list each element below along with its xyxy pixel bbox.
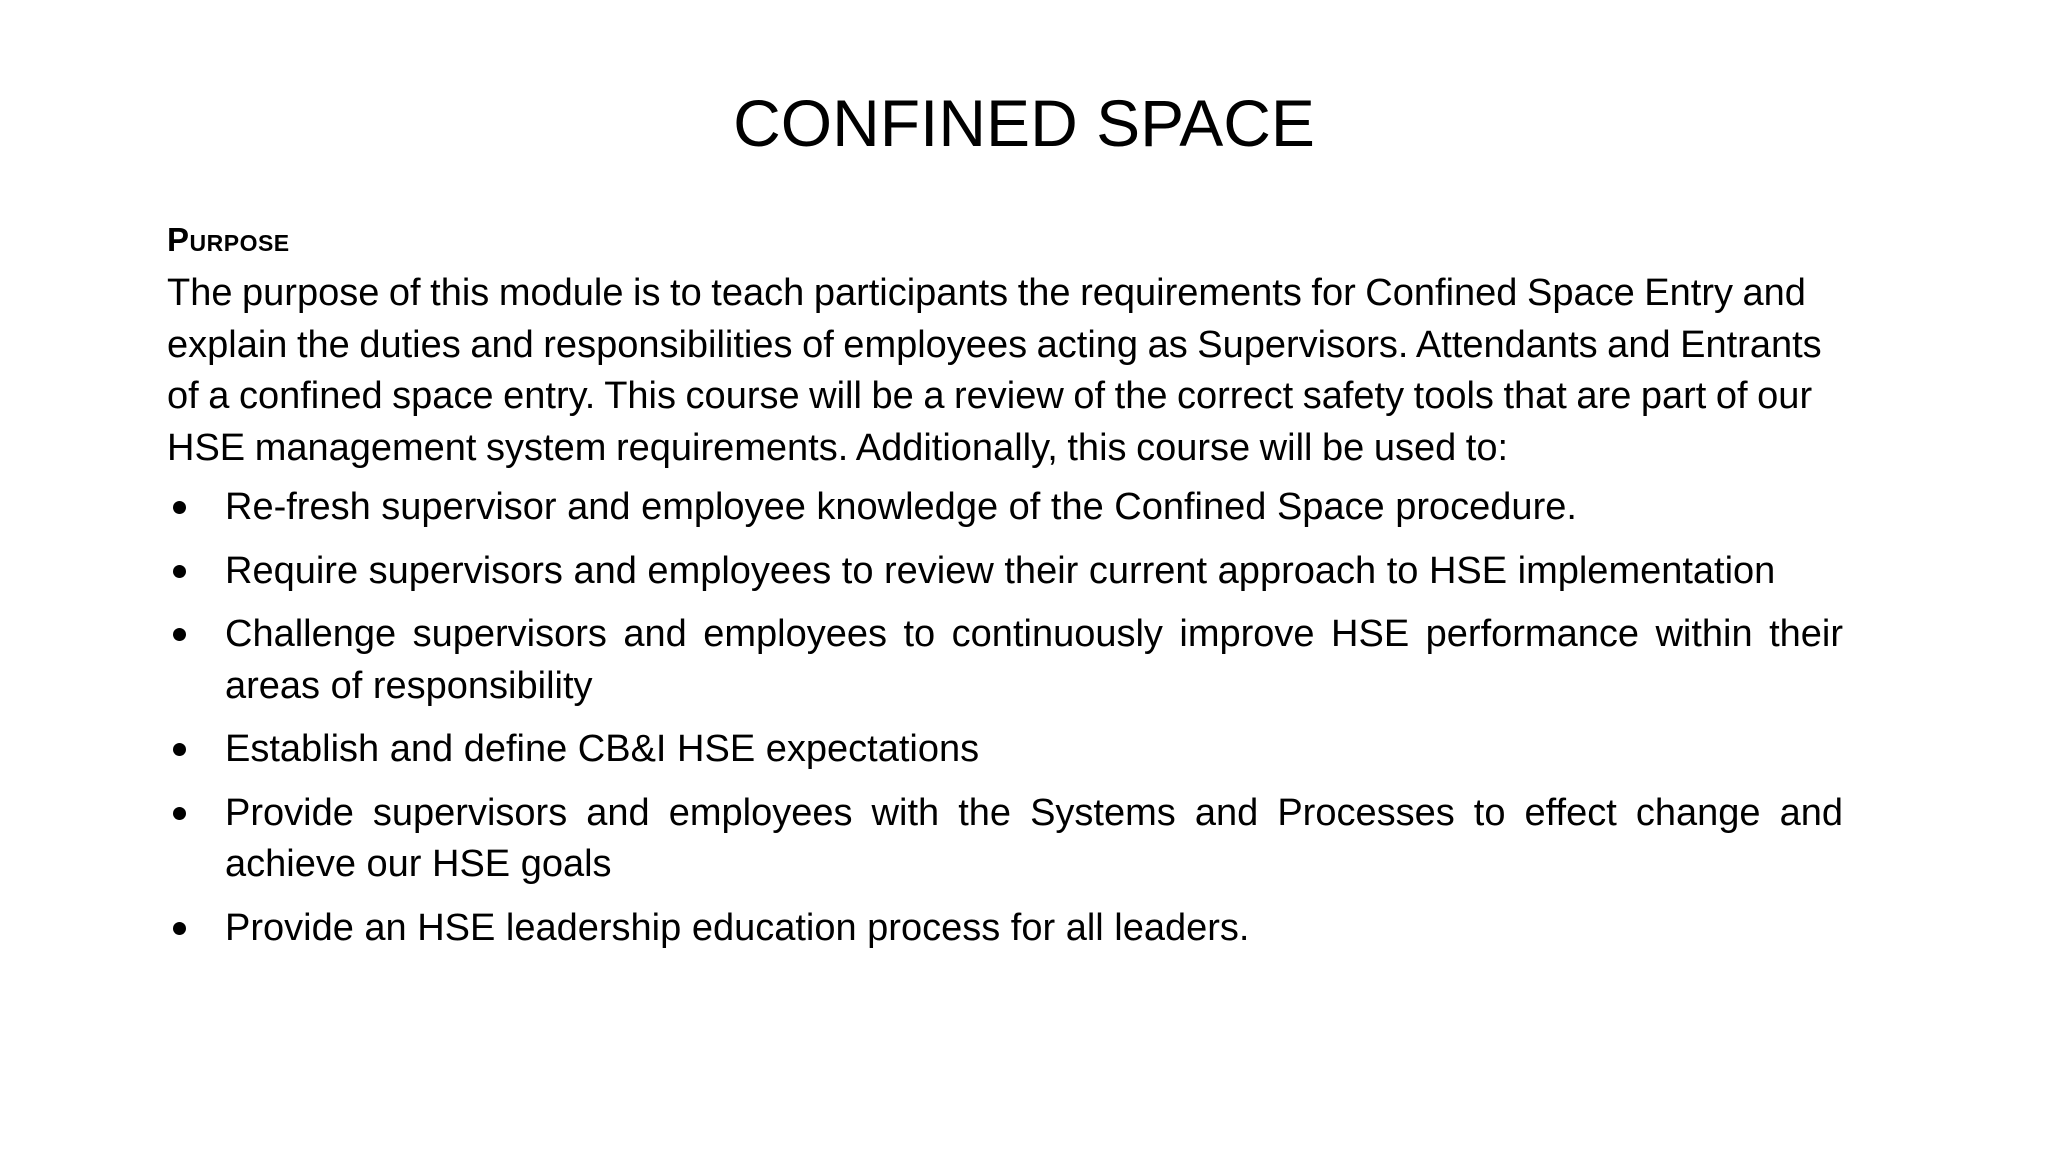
bullet-icon <box>167 546 191 598</box>
bullet-text: Provide supervisors and employees with the Systems and Processes to effect change and achieve our HSE goals <box>225 791 1843 885</box>
bullet-item <box>167 609 1843 712</box>
bullet-item <box>167 482 1843 534</box>
bullet-item <box>167 788 1843 891</box>
bullet-icon <box>167 609 191 661</box>
bullet-text: Establish and define CB&I HSE expectations <box>225 728 980 770</box>
bullet-icon <box>167 903 191 955</box>
slide-content <box>167 218 1847 966</box>
bullet-list <box>167 482 1843 954</box>
bullet-text: Provide an HSE leadership education process for all leaders. <box>225 906 1250 949</box>
bullet-item <box>167 546 1843 598</box>
bullet-item <box>167 903 1843 955</box>
bullet-text: Re-fresh supervisor and employee knowledge of the Confined Space procedure. <box>225 486 1577 528</box>
bullet-text: Challenge supervisors and employees to continuously improve HSE performance within their areas of responsibility <box>225 613 1843 707</box>
bullet-text: Require supervisors and employees to review their current approach to HSE implementation <box>225 549 1776 592</box>
slide-title: CONFINED SPACE <box>733 86 1315 160</box>
bullet-icon <box>167 788 191 840</box>
section-heading: Purpose <box>167 221 290 258</box>
bullet-item <box>167 724 1843 776</box>
bullet-icon <box>167 724 191 776</box>
purpose-paragraph: The purpose of this module is to teach participants the requirements for Confined Space Entry and explain the duties and responsibilities of employees acting as Supervisors. Attendants and Entrants of a confined space entry. This course will be a review of the correct safety tools that are part of our HSE management system requirements. Additionally, this course will be used to: <box>167 272 1822 469</box>
bullet-icon <box>167 482 191 534</box>
